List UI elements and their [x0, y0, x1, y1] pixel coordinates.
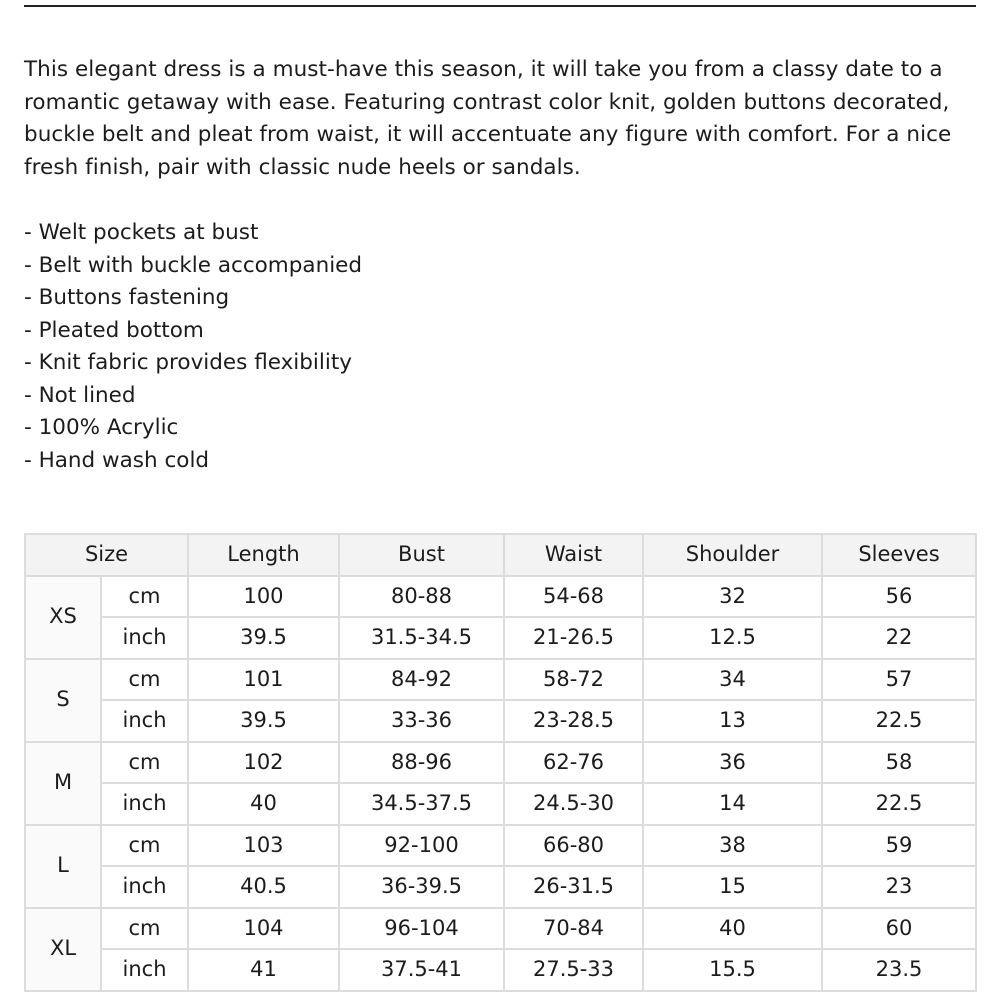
table-cell: 40: [188, 783, 339, 825]
feature-list: [24, 217, 724, 477]
table-row: [25, 576, 976, 618]
size-label: S: [25, 659, 101, 742]
unit-cell: inch: [101, 617, 188, 659]
table-row: [25, 825, 976, 867]
feature-item: - 100% Acrylic: [24, 415, 179, 440]
table-row: [25, 866, 976, 908]
table-row: [25, 659, 976, 701]
table-cell: 38: [643, 825, 822, 867]
table-cell: 27.5-33: [504, 949, 643, 991]
table-cell: 84-92: [339, 659, 504, 701]
header-waist: Waist: [504, 534, 643, 576]
size-label: M: [25, 742, 101, 825]
feature-item: - Hand wash cold: [24, 447, 210, 473]
table-row: [25, 617, 976, 659]
table-cell: 13: [643, 700, 822, 742]
unit-cell: cm: [101, 576, 188, 618]
unit-cell: cm: [101, 908, 188, 950]
table-cell: 62-76: [504, 742, 643, 784]
table-cell: 59: [822, 825, 976, 867]
table-cell: 21-26.5: [504, 617, 643, 659]
table-cell: 66-80: [504, 825, 643, 867]
table-cell: 96-104: [339, 908, 504, 950]
table-header-row: [25, 534, 976, 576]
table-cell: 102: [188, 742, 339, 784]
table-cell: 36: [643, 742, 822, 784]
table-cell: 34.5-37.5: [339, 783, 504, 825]
table-cell: 26-31.5: [504, 866, 643, 908]
table-cell: 80-88: [339, 576, 504, 618]
table-cell: 103: [188, 825, 339, 867]
header-shoulder: Shoulder: [643, 534, 822, 576]
unit-cell: inch: [101, 866, 188, 908]
table-cell: 23.5: [822, 949, 976, 991]
product-description: This elegant dress is a must-have this season, it will take you from a classy date to a romantic getaway with ease. Featuring contrast color knit, golden buttons decorated, buckle belt and pleat from waist, it will accentuate any figure with comfort. For a nice fresh finish, pair with classic nude heels or sandals.: [24, 57, 952, 180]
feature-item: - Belt with buckle accompanied: [24, 252, 363, 278]
table-cell: 14: [643, 783, 822, 825]
feature-item: - Welt pockets at bust: [24, 220, 259, 245]
table-cell: 104: [188, 908, 339, 950]
table-cell: 32: [643, 576, 822, 618]
table-cell: 15.5: [643, 949, 822, 991]
header-length: Length: [188, 534, 339, 576]
table-cell: 39.5: [188, 700, 339, 742]
table-cell: 40: [643, 908, 822, 950]
table-cell: 36-39.5: [339, 866, 504, 908]
unit-cell: inch: [101, 700, 188, 742]
table-cell: 33-36: [339, 700, 504, 742]
table-cell: 15: [643, 866, 822, 908]
size-chart-table: [24, 533, 977, 992]
unit-cell: inch: [101, 783, 188, 825]
table-cell: 22: [822, 617, 976, 659]
table-cell: 70-84: [504, 908, 643, 950]
table-cell: 56: [822, 576, 976, 618]
top-divider: [24, 5, 976, 7]
table-cell: 12.5: [643, 617, 822, 659]
table-cell: 22.5: [822, 700, 976, 742]
table-row: [25, 908, 976, 950]
table-cell: 58: [822, 742, 976, 784]
table-row: [25, 700, 976, 742]
table-cell: 101: [188, 659, 339, 701]
unit-cell: inch: [101, 949, 188, 991]
table-cell: 100: [188, 576, 339, 618]
size-label: L: [25, 825, 101, 908]
table-cell: 58-72: [504, 659, 643, 701]
size-label: XL: [25, 908, 101, 991]
unit-cell: cm: [101, 659, 188, 701]
unit-cell: cm: [101, 742, 188, 784]
table-cell: 23-28.5: [504, 700, 643, 742]
table-cell: 40.5: [188, 866, 339, 908]
feature-item: - Not lined: [24, 382, 136, 408]
table-cell: 34: [643, 659, 822, 701]
table-cell: 39.5: [188, 617, 339, 659]
table-row: [25, 783, 976, 825]
unit-cell: cm: [101, 825, 188, 867]
table-cell: 41: [188, 949, 339, 991]
header-sleeves: Sleeves: [822, 534, 976, 576]
table-cell: 54-68: [504, 576, 643, 618]
table-cell: 92-100: [339, 825, 504, 867]
table-cell: 31.5-34.5: [339, 617, 504, 659]
table-cell: 24.5-30: [504, 783, 643, 825]
table-cell: 37.5-41: [339, 949, 504, 991]
header-size: Size: [25, 534, 188, 576]
feature-item: - Knit fabric provides flexibility: [24, 350, 353, 375]
table-row: [25, 742, 976, 784]
feature-item: - Buttons fastening: [24, 285, 230, 310]
size-label: XS: [25, 576, 101, 659]
table-cell: 60: [822, 908, 976, 950]
table-cell: 23: [822, 866, 976, 908]
table-cell: 57: [822, 659, 976, 701]
header-bust: Bust: [339, 534, 504, 576]
table-row: [25, 949, 976, 991]
table-cell: 22.5: [822, 783, 976, 825]
feature-item: - Pleated bottom: [24, 317, 204, 343]
table-cell: 88-96: [339, 742, 504, 784]
